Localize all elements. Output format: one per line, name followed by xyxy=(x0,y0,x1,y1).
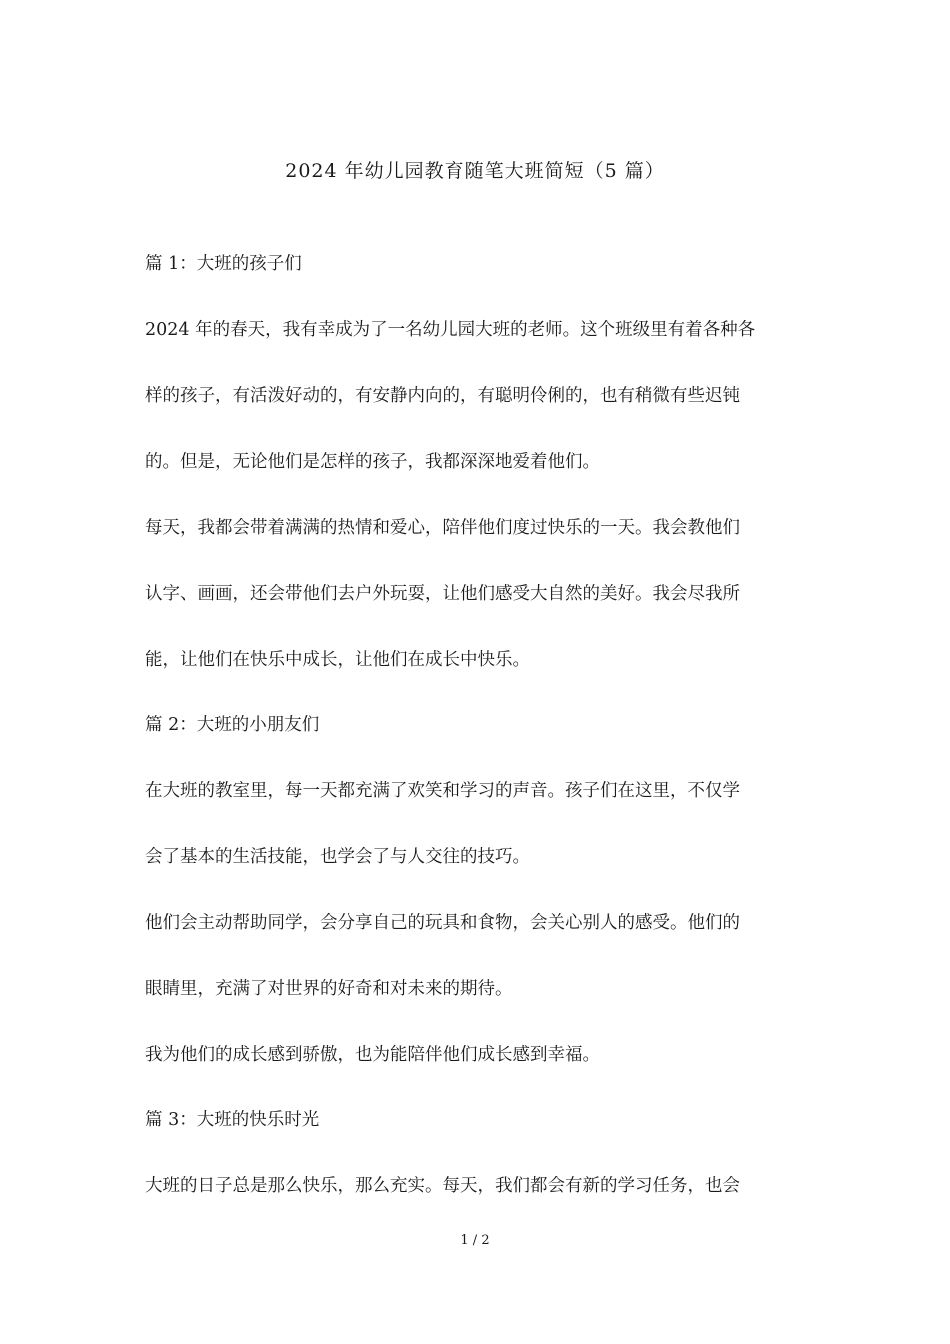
paragraph-line: 样的孩子，有活泼好动的，有安静内向的，有聪明伶俐的，也有稍微有些迟钝 xyxy=(145,386,740,406)
document-title: 2024 年幼儿园教育随笔大班简短（5 篇） xyxy=(285,160,665,182)
paragraph-line: 他们会主动帮助同学，会分享自己的玩具和食物，会关心别人的感受。他们的 xyxy=(145,913,740,933)
paragraph-line: 2024 年的春天，我有幸成为了一名幼儿园大班的老师。这个班级里有着各种各 xyxy=(145,320,756,340)
section-heading-2: 篇 2：大班的小朋友们 xyxy=(145,715,320,735)
paragraph-line: 眼睛里，充满了对世界的好奇和对未来的期待。 xyxy=(145,979,513,999)
paragraph-line: 在大班的教室里，每一天都充满了欢笑和学习的声音。孩子们在这里，不仅学 xyxy=(145,781,740,801)
section-heading-3: 篇 3：大班的快乐时光 xyxy=(145,1110,320,1130)
paragraph-line: 能，让他们在快乐中成长，让他们在成长中快乐。 xyxy=(145,650,530,670)
paragraph-line: 我为他们的成长感到骄傲，也为能陪伴他们成长感到幸福。 xyxy=(145,1045,600,1065)
paragraph-line: 的。但是，无论他们是怎样的孩子，我都深深地爱着他们。 xyxy=(145,452,600,472)
page-number: 1 / 2 xyxy=(460,1233,490,1248)
paragraph-line: 大班的日子总是那么快乐，那么充实。每天，我们都会有新的学习任务，也会 xyxy=(145,1176,740,1196)
paragraph-line: 每天，我都会带着满满的热情和爱心，陪伴他们度过快乐的一天。我会教他们 xyxy=(145,518,740,538)
section-heading-1: 篇 1：大班的孩子们 xyxy=(145,254,302,274)
paragraph-line: 认字、画画，还会带他们去户外玩耍，让他们感受大自然的美好。我会尽我所 xyxy=(145,584,740,604)
paragraph-line: 会了基本的生活技能，也学会了与人交往的技巧。 xyxy=(145,847,530,867)
